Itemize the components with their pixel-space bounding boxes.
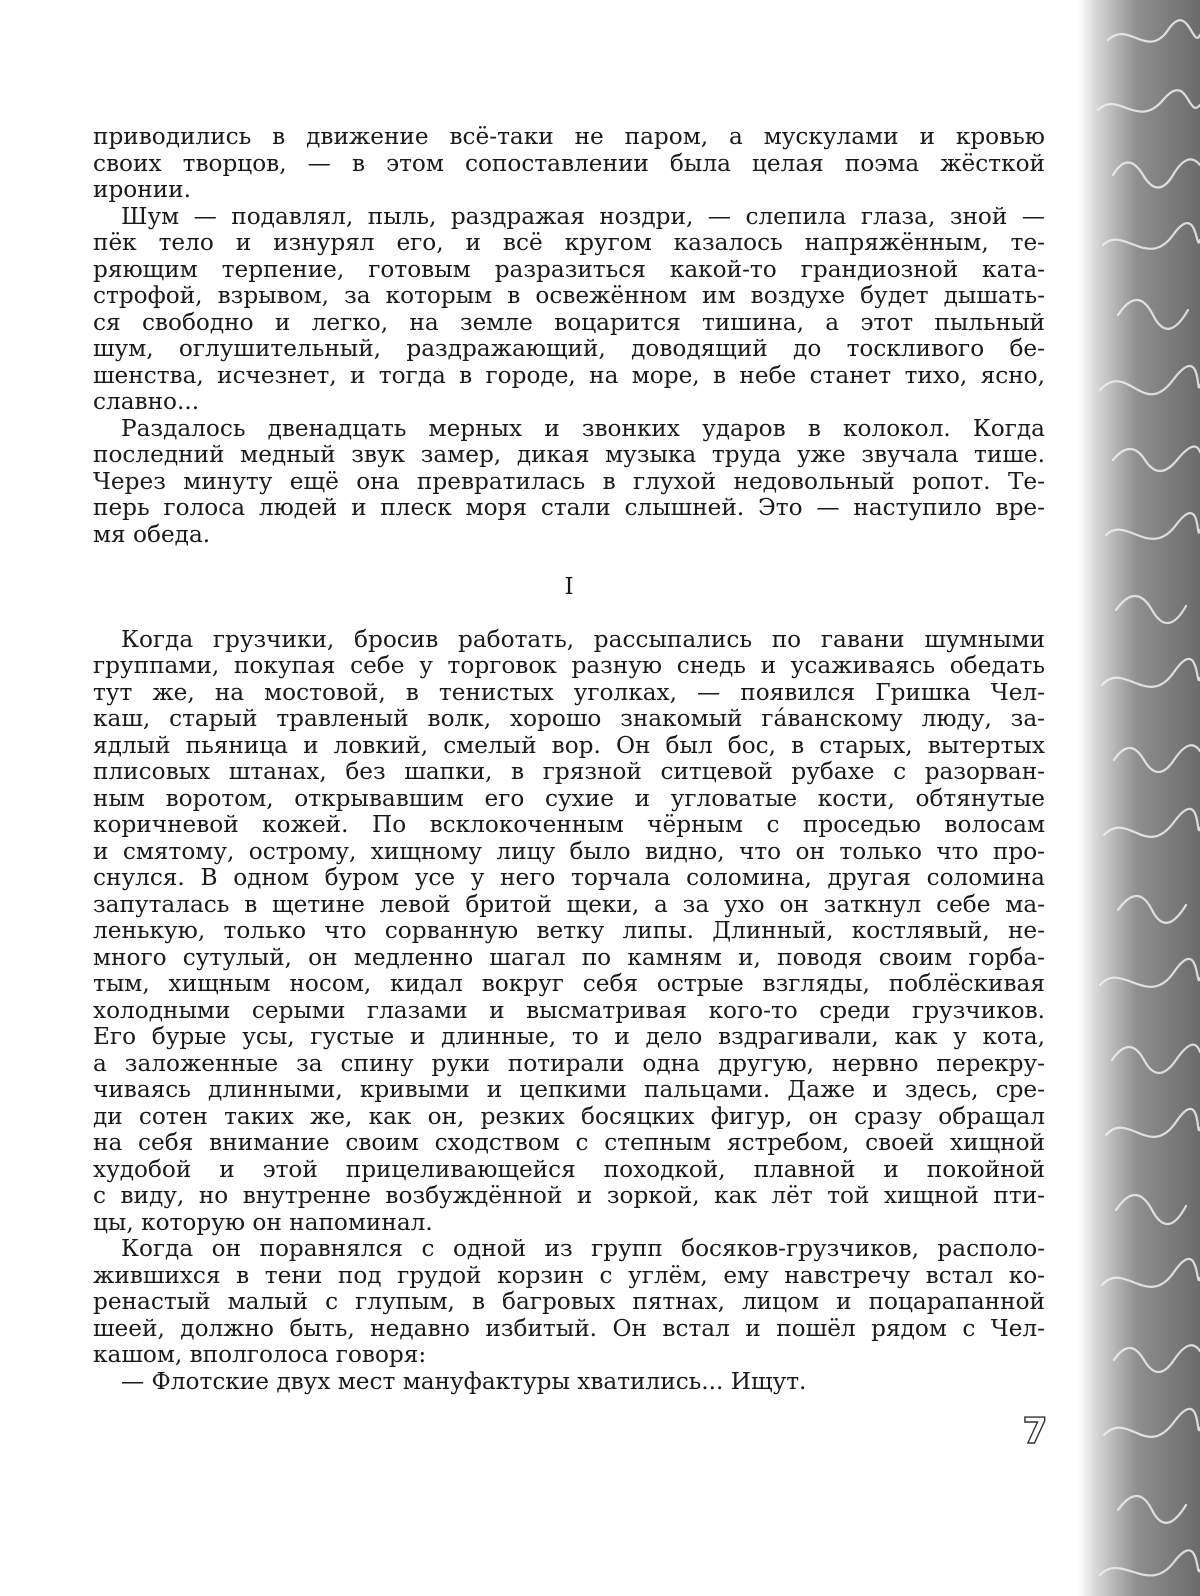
text-line: строфой, взрывом, за которым в освежённом им воздухе будет дышать- <box>93 283 1045 309</box>
text-line: своих творцов, — в этом сопоставлении была целая поэма жёсткой <box>93 150 1045 177</box>
text-line: Раздалось двенадцать мерных и звонких ударов в колокол. Когда <box>121 415 1045 442</box>
text-line: плисовых штанах, без шапки, в грязной ситцевой рубахе с разорван- <box>93 759 1045 785</box>
paragraph <box>93 416 1045 549</box>
paragraph <box>93 1369 1045 1396</box>
text-line: жившихся в тени под грудой корзин с углём, ему навстречу встал ко- <box>93 1262 1045 1289</box>
text-line: на себя внимание своим сходством с степным ястребом, своей хищной <box>93 1130 1045 1156</box>
text-line: коричневой кожей. По всклокоченным чёрным с проседью волосам <box>93 812 1045 838</box>
text-line: много сутулый, он медленно шагал по камням и, поводя своим горба- <box>93 944 1045 971</box>
text-line: приводились в движение всё-таки не паром, а мускулами и кровью <box>93 124 1045 150</box>
text-line: — Флотские двух мест мануфактуры хватились... Ищут. <box>121 1368 807 1395</box>
text-line: ряющим терпение, готовым разразиться какой-то грандиозной ката- <box>93 256 1045 283</box>
text-line: последний медный звук замер, дикая музыка труда уже звучала тише. <box>93 442 1045 468</box>
section-number: I <box>564 574 574 600</box>
text-line: тым, хищным носом, кидал вокруг себя острые взгляды, поблёскивая <box>93 971 1045 997</box>
text-line: ренастый малый с глупым, в багровых пятнах, лицом и поцарапанной <box>93 1289 1045 1315</box>
text-line: шум, оглушительный, раздражающий, доводящий до тоскливого бе- <box>93 336 1045 362</box>
text-line: шеей, должно быть, недавно избитый. Он встал и пошёл рядом с Чел- <box>93 1315 1045 1342</box>
text-line: запуталась в щетине левой бритой щеки, а за ухо он заткнул себе ма- <box>93 891 1045 918</box>
text-line: цы, которую он напоминал. <box>93 1209 433 1236</box>
text-line: Через минуту ещё она превратилась в глухой недовольный ропот. Те- <box>93 468 1045 495</box>
text-line: Когда он поравнялся с одной из групп босяков-грузчиков, располо- <box>121 1236 1045 1262</box>
text-line: ди сотен таких же, как он, резких босяцких фигур, он сразу обращал <box>93 1103 1045 1130</box>
handwriting-texture <box>1078 0 1200 1596</box>
text-line: мя обеда. <box>93 521 211 548</box>
text-line: пёк тело и изнурял его, и всё кругом казалось напряжённым, те- <box>93 230 1045 256</box>
text-line: холодными серыми глазами и высматривая кого-то среди грузчиков. <box>93 997 1045 1024</box>
paragraph <box>93 204 1045 416</box>
page-number: 7 <box>1022 1411 1048 1452</box>
text-line: Шум — подавлял, пыль, раздражая ноздри, — слепила глаза, зной — <box>121 203 1045 230</box>
paragraph <box>93 1236 1045 1369</box>
text-line: а заложенные за спину руки потирали одна другую, нервно перекру- <box>93 1050 1045 1077</box>
text-line: шенства, исчезнет, и тогда в городе, на море, в небе станет тихо, ясно, <box>93 362 1045 389</box>
text-line: Его бурые усы, густые и длинные, то и дело вздрагивали, как у кота, <box>93 1024 1045 1050</box>
page-text <box>93 124 1045 1395</box>
text-line: тут же, на мостовой, в тенистых уголках, — появился Гришка Чел- <box>93 679 1045 706</box>
text-line: Когда грузчики, бросив работать, рассыпались по гавани шумными <box>121 626 1045 653</box>
text-line: ным воротом, открывавшим его сухие и угловатые кости, обтянутые <box>93 785 1045 812</box>
text-line: славно... <box>93 389 200 415</box>
text-line: ся свободно и легко, на земле воцарится тишина, а этот пыльный <box>93 309 1045 336</box>
text-line: с виду, но внутренне возбуждённой и зоркой, как лёт той хищной пти- <box>93 1183 1045 1209</box>
text-line: ядлый пьяница и ловкий, смелый вор. Он был бос, в старых, вытертых <box>93 732 1045 759</box>
text-line: чиваясь длинными, кривыми и цепкими пальцами. Даже и здесь, сре- <box>93 1077 1045 1103</box>
text-line: снулся. В одном буром усе у него торчала соломина, другая соломина <box>93 865 1045 891</box>
text-line: каш, старый травленый волк, хорошо знакомый гáванскому люду, за- <box>93 706 1045 732</box>
text-line: кашом, вполголоса говоря: <box>93 1342 427 1368</box>
text-line: и смятому, острому, хищному лицу было видно, что он только что про- <box>93 838 1045 865</box>
paragraph <box>93 124 1045 204</box>
handwriting-margin-decoration <box>1078 0 1200 1596</box>
text-line: перь голоса людей и плеск моря стали слышней. Это — наступило вре- <box>93 495 1045 521</box>
text-line: худобой и этой прицеливающейся походкой, плавной и покойной <box>93 1156 1045 1183</box>
paragraph <box>93 627 1045 1237</box>
text-line: группами, покупая себе у торговок разную снедь и усаживаясь обедать <box>93 653 1045 679</box>
text-line: ленькую, только что сорванную ветку липы. Длинный, костлявый, не- <box>93 918 1045 944</box>
text-line: иронии. <box>93 177 191 203</box>
